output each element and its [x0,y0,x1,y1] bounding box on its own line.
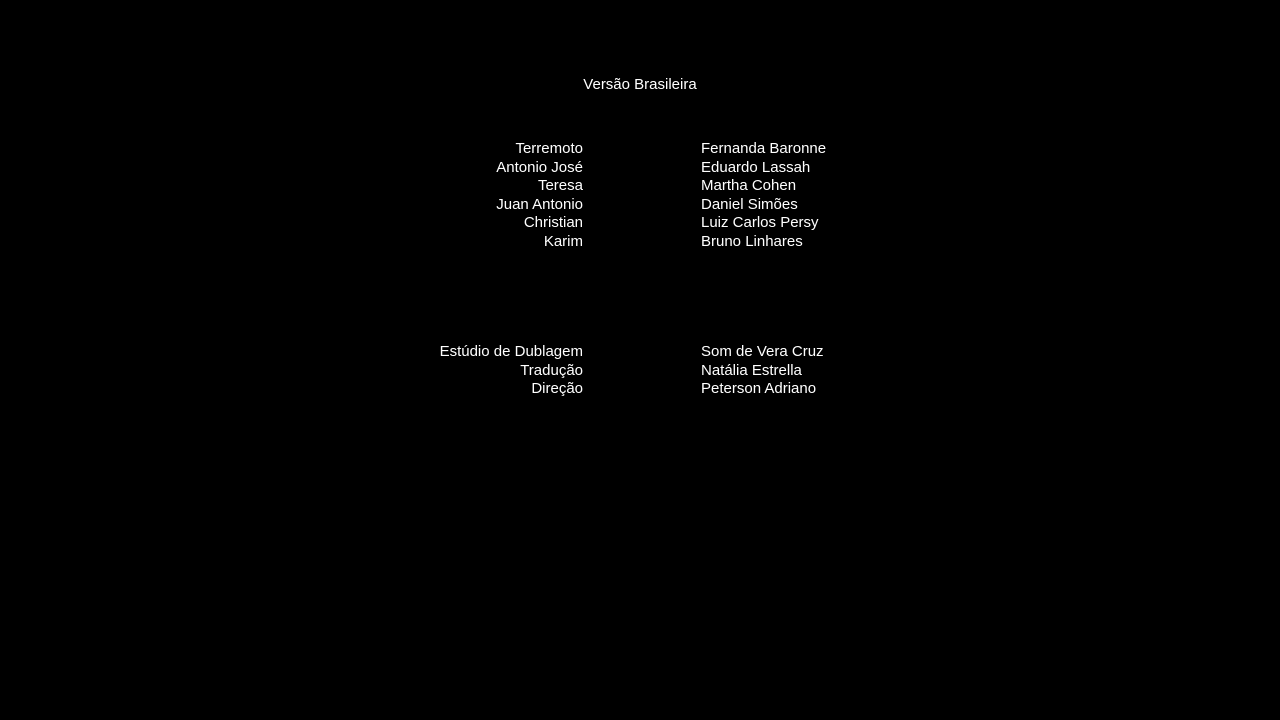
production-name-column [583,343,1280,399]
cast-credits-block [0,140,1280,251]
production-role: Tradução [520,361,583,379]
production-name: Natália Estrella [701,361,802,379]
cast-name: Bruno Linhares [701,232,803,250]
cast-role: Karim [543,232,583,250]
production-name: Peterson Adriano [701,380,817,397]
credits-heading: Versão Brasileira [583,76,697,93]
production-role: Estúdio de Dublagem [439,343,583,360]
cast-role: Juan Antonio [496,195,583,213]
cast-role: Terremoto [515,140,583,157]
cast-name: Luiz Carlos Persy [701,214,819,231]
cast-name: Fernanda Baronne [701,140,827,157]
cast-role: Antonio José [496,158,583,176]
production-role-column [0,343,583,399]
cast-name: Martha Cohen [701,177,797,194]
cast-role: Teresa [537,177,583,194]
cast-role: Christian [523,214,583,231]
production-role: Direção [531,380,583,397]
cast-name-column [583,140,1280,251]
production-credits-block [0,343,1280,399]
cast-name: Daniel Simões [701,195,798,213]
production-name: Som de Vera Cruz [701,343,824,360]
cast-name: Eduardo Lassah [701,158,811,176]
cast-role-column [0,140,583,251]
